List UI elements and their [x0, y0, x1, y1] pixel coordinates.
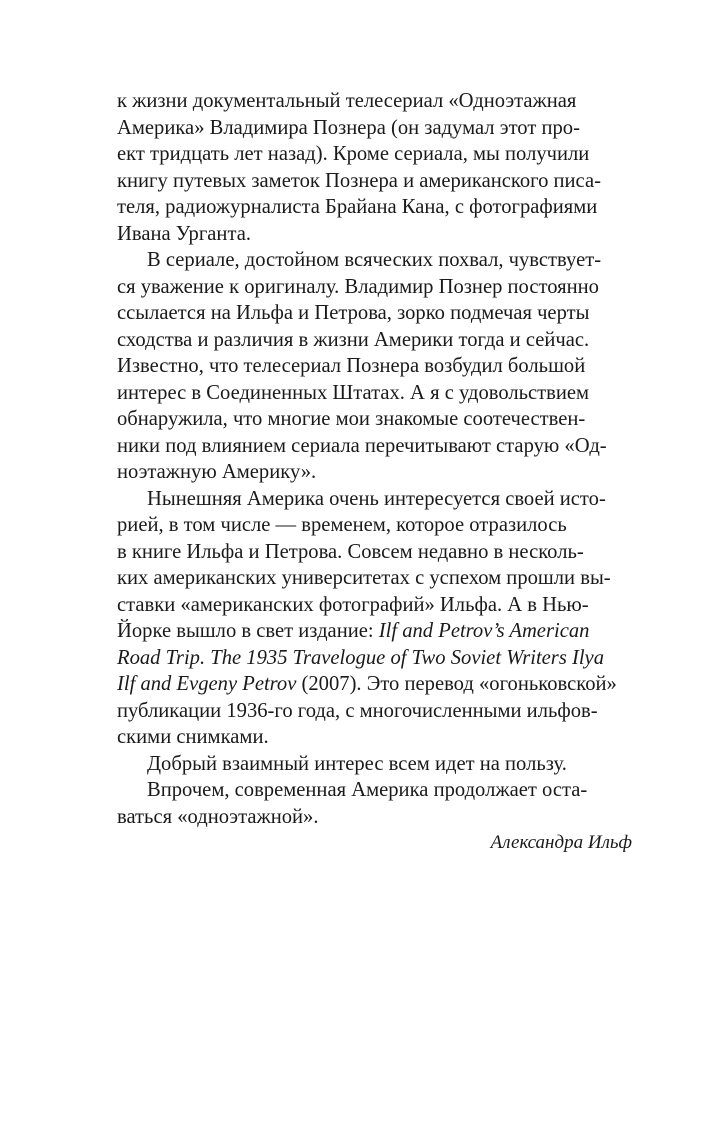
text-line: [117, 247, 632, 274]
text-line: [117, 645, 632, 672]
text-line: [117, 618, 632, 645]
text-line: [117, 592, 632, 619]
text-segment: Ивана Урганта.: [117, 222, 251, 245]
text-segment: скими снимками.: [117, 726, 269, 748]
text-segment: в книге Ильфа и Петрова. Совсем недавно в несколь-: [117, 540, 584, 563]
text-line: [117, 168, 632, 195]
text-line: [117, 353, 632, 380]
text-segment: рией, в том числе — временем, которое отразилось: [117, 514, 567, 536]
text-line: [117, 777, 632, 804]
text-line: [117, 380, 632, 407]
text-line: [117, 300, 632, 327]
text-segment: ся уважение к оригиналу. Владимир Познер постоянно: [117, 275, 599, 298]
text-segment: публикации 1936-го года, с многочисленными ильфов-: [117, 699, 598, 722]
text-line: [117, 433, 632, 460]
text-line: [117, 565, 632, 592]
text-segment: Впрочем, современная Америка продолжает оста-: [147, 779, 588, 801]
text-line: [117, 804, 632, 831]
text-segment: ники под влиянием сериала перечитывают старую «Од-: [117, 434, 607, 457]
page-body: [117, 88, 632, 857]
author-signature: Александра Ильф: [490, 832, 632, 853]
text-segment: ваться «одноэтажной».: [117, 805, 319, 828]
text-segment: Нынешняя Америка очень интересуется своей исто-: [147, 487, 606, 510]
text-line: [117, 221, 632, 248]
text-line: [117, 539, 632, 566]
text-segment: ких американских университетах с успехом прошли вы-: [117, 567, 611, 589]
text-segment: Добрый взаимный интерес всем идет на пользу.: [147, 752, 567, 775]
text-segment: теля, радиожурналиста Брайана Кана, с фотографиями: [117, 196, 598, 218]
italic-text-segment: Road Trip. The 1935 Travelogue of Two Soviet Writers Ilya: [117, 646, 604, 669]
text-segment: ноэтажную Америку».: [117, 461, 317, 483]
text-segment: обнаружила, что многие мои знакомые соотечествен-: [117, 408, 586, 430]
text-line: [117, 724, 632, 751]
text-line: [117, 274, 632, 301]
text-line: [117, 512, 632, 539]
text-line: [117, 486, 632, 513]
italic-text-segment: Ilf and Evgeny Petrov: [117, 673, 297, 695]
text-line: [117, 115, 632, 142]
text-line: [117, 406, 632, 433]
text-segment: к жизни документальный телесериал «Одноэтажная: [117, 90, 577, 112]
text-line: [117, 88, 632, 115]
text-segment: интерес в Соединенных Штатах. А я с удовольствием: [117, 381, 590, 404]
text-segment: Йорке вышло в свет издание:: [117, 620, 379, 642]
text-line: [117, 671, 632, 698]
text-segment: ставки «американских фотографий» Ильфа. А в Нью-: [117, 593, 589, 616]
text-segment: ект тридцать лет назад). Кроме сериала, мы получили: [117, 143, 590, 165]
text-segment: сходства и различия в жизни Америки тогда и сейчас.: [117, 328, 590, 351]
text-line: [117, 698, 632, 725]
text-segment: Известно, что телесериал Познера возбудил большой: [117, 355, 586, 377]
text-line: [117, 327, 632, 354]
text-segment: ссылается на Ильфа и Петрова, зорко подмечая черты: [117, 302, 590, 324]
italic-text-segment: Ilf and Petrov’s American: [378, 620, 590, 642]
text-line: [117, 194, 632, 221]
article-text: [117, 88, 632, 830]
text-segment: книгу путевых заметок Познера и американского писа-: [117, 169, 601, 192]
text-segment: (2007). Это перевод «огоньковской»: [296, 673, 617, 695]
text-line: [117, 459, 632, 486]
text-line: [117, 751, 632, 778]
text-segment: Америка» Владимира Познера (он задумал этот про-: [117, 116, 580, 139]
text-segment: В сериале, достойном всяческих похвал, чувствует-: [147, 249, 602, 271]
text-line: [117, 141, 632, 168]
